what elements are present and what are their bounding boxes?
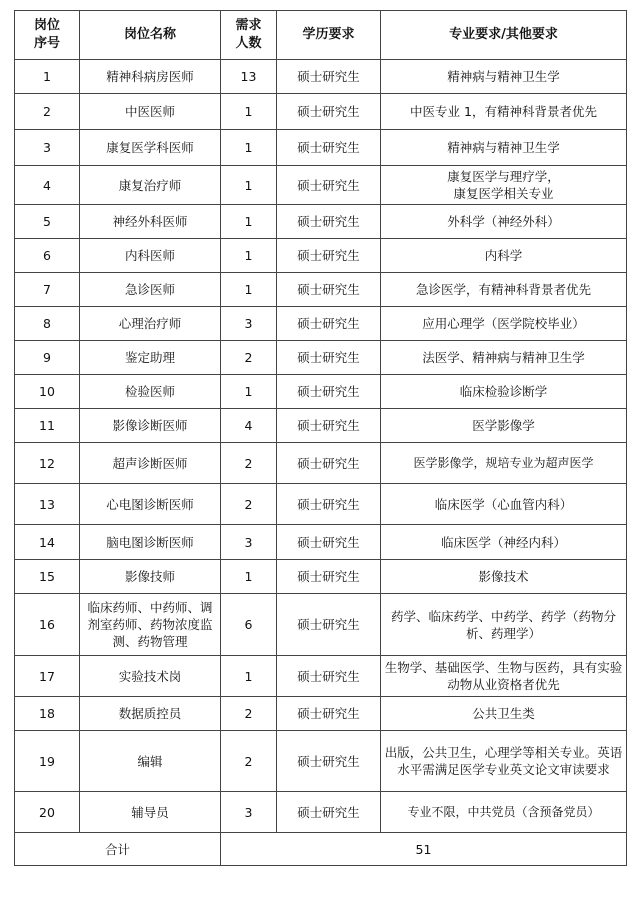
table-row xyxy=(15,341,627,375)
cell-count: 3 xyxy=(221,307,277,341)
cell-no: 12 xyxy=(15,443,80,484)
cell-req: 应用心理学（医学院校毕业） xyxy=(381,307,627,341)
table-row xyxy=(15,307,627,341)
cell-no: 5 xyxy=(15,205,80,239)
cell-name: 康复治疗师 xyxy=(80,166,221,205)
cell-req: 精神病与精神卫生学 xyxy=(381,130,627,166)
cell-req: 外科学（神经外科） xyxy=(381,205,627,239)
cell-edu: 硕士研究生 xyxy=(277,594,381,656)
total-row xyxy=(15,833,627,866)
cell-no: 1 xyxy=(15,60,80,94)
cell-no: 17 xyxy=(15,656,80,697)
cell-edu: 硕士研究生 xyxy=(277,484,381,525)
cell-req: 医学影像学，规培专业为超声医学 xyxy=(381,443,627,484)
table-row xyxy=(15,525,627,560)
cell-count: 13 xyxy=(221,60,277,94)
cell-name: 康复医学科医师 xyxy=(80,130,221,166)
cell-name: 内科医师 xyxy=(80,239,221,273)
recruitment-table xyxy=(14,10,627,866)
cell-req: 临床医学（神经内科） xyxy=(381,525,627,560)
table-row xyxy=(15,484,627,525)
cell-name: 鉴定助理 xyxy=(80,341,221,375)
cell-req: 内科学 xyxy=(381,239,627,273)
cell-name: 急诊医师 xyxy=(80,273,221,307)
table-row xyxy=(15,560,627,594)
cell-edu: 硕士研究生 xyxy=(277,656,381,697)
cell-name: 实验技术岗 xyxy=(80,656,221,697)
cell-req: 康复医学与理疗学， 康复医学相关专业 xyxy=(381,166,627,205)
total-label: 合计 xyxy=(15,833,221,866)
cell-no: 14 xyxy=(15,525,80,560)
cell-count: 2 xyxy=(221,484,277,525)
header-row xyxy=(15,11,627,60)
table-row xyxy=(15,375,627,409)
cell-name: 精神科病房医师 xyxy=(80,60,221,94)
cell-req: 法医学、精神病与精神卫生学 xyxy=(381,341,627,375)
cell-name: 辅导员 xyxy=(80,792,221,833)
cell-edu: 硕士研究生 xyxy=(277,409,381,443)
header-position-no: 岗位序号 xyxy=(15,11,80,60)
total-value: 51 xyxy=(221,833,627,866)
cell-edu: 硕士研究生 xyxy=(277,205,381,239)
table-row xyxy=(15,443,627,484)
cell-name: 影像诊断医师 xyxy=(80,409,221,443)
cell-count: 1 xyxy=(221,166,277,205)
cell-no: 3 xyxy=(15,130,80,166)
cell-edu: 硕士研究生 xyxy=(277,60,381,94)
cell-name: 心理治疗师 xyxy=(80,307,221,341)
header-education: 学历要求 xyxy=(277,11,381,60)
cell-no: 16 xyxy=(15,594,80,656)
cell-req: 急诊医学，有精神科背景者优先 xyxy=(381,273,627,307)
cell-name: 临床药师、中药师、调剂室药师、药物浓度监测、药物管理 xyxy=(80,594,221,656)
cell-name: 编辑 xyxy=(80,731,221,792)
cell-name: 脑电图诊断医师 xyxy=(80,525,221,560)
cell-name: 神经外科医师 xyxy=(80,205,221,239)
header-position-name: 岗位名称 xyxy=(80,11,221,60)
cell-count: 6 xyxy=(221,594,277,656)
cell-edu: 硕士研究生 xyxy=(277,792,381,833)
cell-count: 3 xyxy=(221,792,277,833)
cell-no: 4 xyxy=(15,166,80,205)
cell-name: 心电图诊断医师 xyxy=(80,484,221,525)
table-row xyxy=(15,697,627,731)
cell-edu: 硕士研究生 xyxy=(277,166,381,205)
cell-no: 9 xyxy=(15,341,80,375)
cell-count: 1 xyxy=(221,560,277,594)
cell-count: 1 xyxy=(221,94,277,130)
table-row xyxy=(15,239,627,273)
cell-req: 医学影像学 xyxy=(381,409,627,443)
cell-edu: 硕士研究生 xyxy=(277,697,381,731)
cell-req: 临床检验诊断学 xyxy=(381,375,627,409)
header-requirements: 专业要求/其他要求 xyxy=(381,11,627,60)
cell-edu: 硕士研究生 xyxy=(277,560,381,594)
cell-req: 影像技术 xyxy=(381,560,627,594)
cell-no: 6 xyxy=(15,239,80,273)
cell-count: 2 xyxy=(221,443,277,484)
table-row xyxy=(15,792,627,833)
cell-req: 出版，公共卫生，心理学等相关专业。英语水平需满足医学专业英文论文审读要求 xyxy=(381,731,627,792)
cell-edu: 硕士研究生 xyxy=(277,273,381,307)
cell-no: 15 xyxy=(15,560,80,594)
cell-req: 专业不限，中共党员（含预备党员） xyxy=(381,792,627,833)
cell-req: 精神病与精神卫生学 xyxy=(381,60,627,94)
cell-count: 1 xyxy=(221,130,277,166)
cell-edu: 硕士研究生 xyxy=(277,341,381,375)
table-row xyxy=(15,130,627,166)
cell-no: 19 xyxy=(15,731,80,792)
table-row xyxy=(15,94,627,130)
cell-no: 13 xyxy=(15,484,80,525)
cell-name: 影像技师 xyxy=(80,560,221,594)
cell-edu: 硕士研究生 xyxy=(277,731,381,792)
cell-count: 1 xyxy=(221,205,277,239)
cell-edu: 硕士研究生 xyxy=(277,130,381,166)
cell-no: 7 xyxy=(15,273,80,307)
cell-count: 1 xyxy=(221,375,277,409)
table-row xyxy=(15,60,627,94)
cell-edu: 硕士研究生 xyxy=(277,94,381,130)
cell-no: 8 xyxy=(15,307,80,341)
cell-count: 1 xyxy=(221,273,277,307)
cell-count: 1 xyxy=(221,239,277,273)
table-row xyxy=(15,731,627,792)
cell-req: 生物学、基础医学、生物与医药，具有实验动物从业资格者优先 xyxy=(381,656,627,697)
cell-no: 2 xyxy=(15,94,80,130)
cell-no: 20 xyxy=(15,792,80,833)
cell-no: 11 xyxy=(15,409,80,443)
table-row xyxy=(15,594,627,656)
cell-req: 药学、临床药学、中药学、药学（药物分析、药理学） xyxy=(381,594,627,656)
cell-name: 中医医师 xyxy=(80,94,221,130)
cell-count: 3 xyxy=(221,525,277,560)
cell-count: 2 xyxy=(221,341,277,375)
cell-req: 公共卫生类 xyxy=(381,697,627,731)
cell-edu: 硕士研究生 xyxy=(277,525,381,560)
cell-no: 10 xyxy=(15,375,80,409)
cell-req: 临床医学（心血管内科） xyxy=(381,484,627,525)
cell-no: 18 xyxy=(15,697,80,731)
cell-name: 超声诊断医师 xyxy=(80,443,221,484)
cell-req: 中医专业 1，有精神科背景者优先 xyxy=(381,94,627,130)
table-row xyxy=(15,166,627,205)
cell-count: 1 xyxy=(221,656,277,697)
table-row xyxy=(15,205,627,239)
cell-edu: 硕士研究生 xyxy=(277,375,381,409)
cell-edu: 硕士研究生 xyxy=(277,307,381,341)
cell-count: 4 xyxy=(221,409,277,443)
cell-edu: 硕士研究生 xyxy=(277,443,381,484)
table-row xyxy=(15,273,627,307)
cell-name: 检验医师 xyxy=(80,375,221,409)
cell-name: 数据质控员 xyxy=(80,697,221,731)
table-row xyxy=(15,409,627,443)
header-headcount: 需求人数 xyxy=(221,11,277,60)
table-row xyxy=(15,656,627,697)
cell-count: 2 xyxy=(221,731,277,792)
cell-edu: 硕士研究生 xyxy=(277,239,381,273)
cell-count: 2 xyxy=(221,697,277,731)
